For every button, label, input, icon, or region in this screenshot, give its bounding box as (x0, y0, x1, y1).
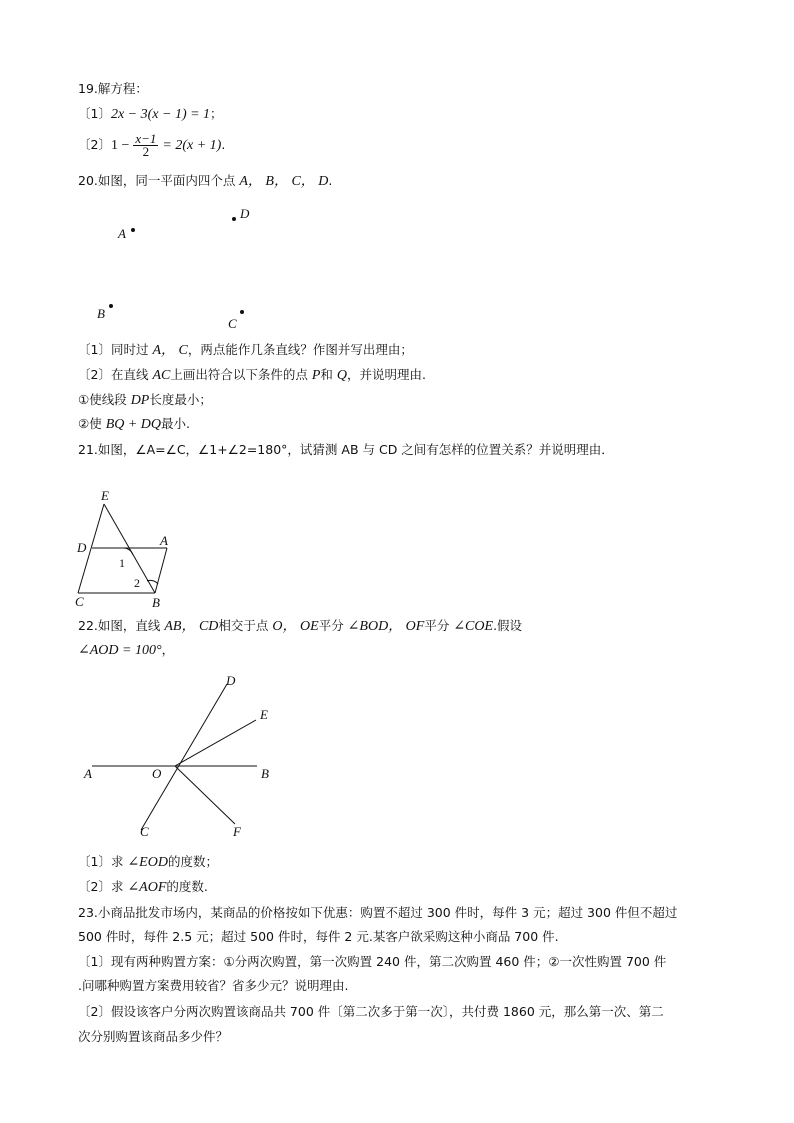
q19-eq1: 2x − 3(x − 1) = 1 (110, 107, 211, 122)
q23-line-2: 500 件时，每件 2.5 元；超过 500 件时，每件 2 元.某客户欲采购这种小商品 700 件. (78, 929, 559, 944)
q21-label-d: D (77, 540, 87, 555)
q20-label-d: D (240, 206, 250, 221)
q22-label-e: E (260, 707, 268, 722)
q22-part1: 〔1〕求 ∠EOD的度数； (78, 854, 218, 870)
q19-part2: 〔2〕1 − $\frac{x-1}{2}$ = 2(x + 1). (78, 131, 226, 159)
q22-label-c: C (140, 824, 149, 839)
q21-label-b: B (152, 595, 160, 610)
q21-label-a: A (160, 533, 168, 548)
q22-label-b: B (261, 766, 269, 781)
q22-part2: 〔2〕求 ∠AOF的度数. (78, 879, 208, 895)
q19-title: 19.解方程： (78, 81, 148, 96)
q22-title: 22.如图，直线 AB， CD相交于点 O， OE平分 ∠BOD， OF平分 ∠COE.假设 (78, 618, 523, 634)
q20-title: 20.如图，同一平面内四个点 A， B， C， D. (78, 173, 333, 189)
q23-line-3: 〔1〕现有两种购置方案：①分两次购置，第一次购置 240 件，第二次购置 460 件；②一次性购置 700 件 (78, 954, 667, 969)
q19-fraction: $\frac{x-1}{2}$ (135, 131, 157, 159)
q23-line-5: 〔2〕假设该客户分两次购置该商品共 700 件〔第二次多于第一次〕，共付费 1860 元，那么第一次、第二 (78, 1004, 664, 1019)
q20-label-c: C (228, 316, 237, 331)
q20-condition-1: ①使线段 DP长度最小； (78, 392, 212, 408)
q22-label-a: A (84, 766, 92, 781)
q19-part1: 〔1〕2x − 3(x − 1) = 1； (78, 106, 223, 122)
q22-given: ∠AOD = 100°， (78, 642, 175, 658)
q21-title: 21.如图，∠A=∠C，∠1+∠2=180°，试猜测 AB 与 CD 之间有怎样的位置关系？并说明理由． (78, 442, 614, 457)
q22-label-f: F (233, 824, 241, 839)
q21-label-c: C (75, 594, 84, 609)
q21-label-e: E (101, 488, 109, 503)
q22-label-o: O (152, 766, 162, 781)
q22-label-d: D (226, 673, 236, 688)
q20-condition-2: ②使 BQ + DQ最小. (78, 416, 191, 432)
q20-label-a: A (118, 226, 126, 241)
q23-line-4: .问哪种购置方案费用较省？省多少元？说明理由. (78, 978, 349, 993)
q20-label-b: B (97, 306, 105, 321)
q21-angle-1: 1 (119, 556, 125, 570)
q21-angle-2: 2 (134, 576, 140, 590)
q20-part1: 〔1〕同时过 A， C，两点能作几条直线？作图并写出理由； (78, 342, 413, 358)
q23-line-1: 23.小商品批发市场内，某商品的价格按如下优惠：购置不超过 300 件时，每件 3 元；超过 300 件但不超过 (78, 905, 678, 920)
q20-part2: 〔2〕在直线 AC上画出符合以下条件的点 P和 Q，并说明理由. (78, 367, 426, 383)
q23-line-6: 次分别购置该商品多少件？ (78, 1029, 229, 1044)
